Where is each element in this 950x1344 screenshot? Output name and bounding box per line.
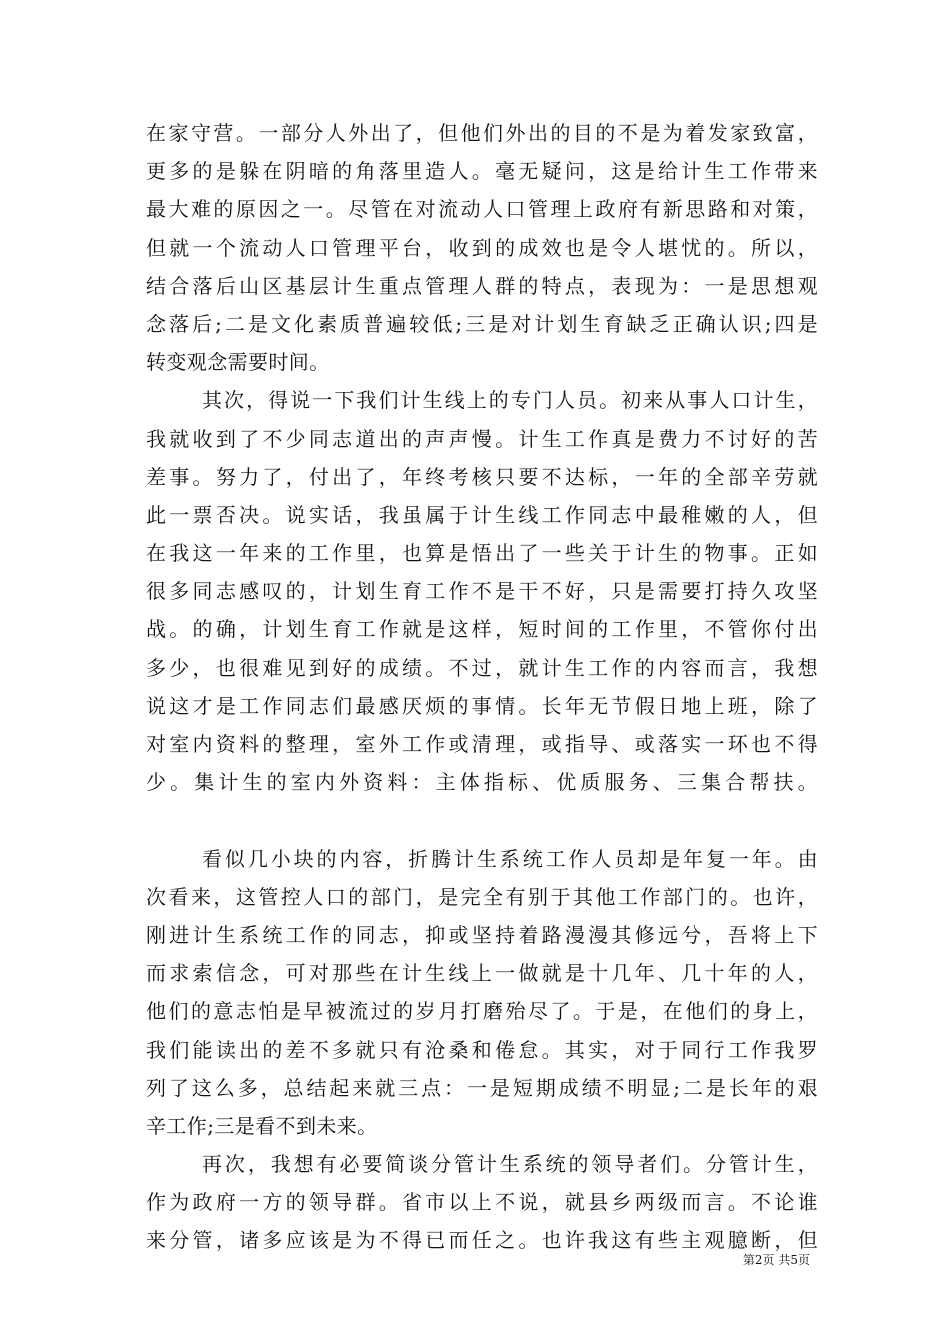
text-line: 念落后;二是文化素质普遍较低;三是对计划生育缺乏正确认识;四是 [146,311,818,336]
text-line: 少。集计生的室内外资料：主体指标、优质服务、三集合帮扶。 [146,770,818,795]
footer-middle: 页 共 [762,1253,791,1267]
text-line: 在家守营。一部分人外出了，但他们外出的目的不是为着发家致富， [146,121,818,145]
text-line: 最大难的原因之一。尽管在对流动人口管理上政府有新思路和对策， [146,197,818,222]
text-line: 他们的意志怕是早被流过的岁月打磨殆尽了。于是，在他们的身上， [146,999,818,1024]
text-line: 我就收到了不少同志道出的声声慢。计生工作真是费力不讨好的苦 [146,426,818,451]
page-number-footer [700,1251,810,1268]
text-line: 看似几小块的内容，折腾计生系统工作人员却是年复一年。由 [202,846,818,871]
text-line: 很多同志感叹的，计划生育工作不是干不好，只是需要打持久攻坚 [146,579,818,604]
text-line: 差事。努力了，付出了，年终考核只要不达标，一年的全部辛劳就 [146,464,818,489]
text-line: 更多的是躲在阴暗的角落里造人。毫无疑问，这是给计生工作带来 [146,159,818,184]
text-line: 结合落后山区基层计生重点管理人群的特点，表现为：一是思想观 [146,273,818,298]
total-page-count: 5 [790,1253,798,1267]
text-line: 此一票否决。说实话，我虽属于计生线工作同志中最稚嫩的人，但 [146,502,818,527]
footer-prefix: 第 [742,1253,755,1267]
text-line: 其次，得说一下我们计生线上的专门人员。初来从事人口计生， [202,388,818,413]
footer-suffix: 页 [797,1253,810,1267]
text-line: 再次，我想有必要简谈分管计生系统的领导者们。分管计生， [202,1152,818,1177]
text-line: 作为政府一方的领导群。省市以上不说，就县乡两级而言。不论谁 [146,1190,818,1215]
current-page-number: 2 [754,1253,763,1267]
text-line: 列了这么多，总结起来就三点：一是短期成绩不明显;二是长年的艰 [146,1075,818,1100]
text-line: 说这才是工作同志们最感厌烦的事情。长年无节假日地上班，除了 [146,693,818,718]
paragraph [146,381,818,839]
paragraph [146,114,818,381]
text-line: 对室内资料的整理，室外工作或清理，或指导、或落实一环也不得 [146,732,818,756]
text-line: 刚进计生系统工作的同志，抑或坚持着路漫漫其修远兮，吾将上下 [146,922,818,947]
text-line: 来分管，诸多应该是为不得已而任之。也许我这有些主观臆断，但 [146,1228,818,1253]
document-body [146,114,818,1260]
paragraph [146,1145,818,1260]
text-line [146,801,818,839]
text-line: 多少，也很难见到好的成绩。不过，就计生工作的内容而言，我想 [146,655,818,680]
text-line: 次看来，这管控人口的部门，是完全有别于其他工作部门的。也许， [146,884,818,909]
text-line: 在我这一年来的工作里，也算是悟出了一些关于计生的物事。正如 [146,541,818,566]
text-line: 战。的确，计划生育工作就是这样，短时间的工作里，不管你付出 [146,617,818,642]
text-line: 辛工作;三是看不到未来。 [146,1113,378,1138]
text-line: 转变观念需要时间。 [146,350,330,375]
text-line: 但就一个流动人口管理平台，收到的成效也是令人堪忧的。所以， [146,235,818,260]
text-line: 而求索信念，可对那些在计生线上一做就是十几年、几十年的人， [146,961,818,986]
text-line: 我们能读出的差不多就只有沧桑和倦怠。其实，对于同行工作我罗 [146,1037,818,1062]
paragraph [146,840,818,1146]
